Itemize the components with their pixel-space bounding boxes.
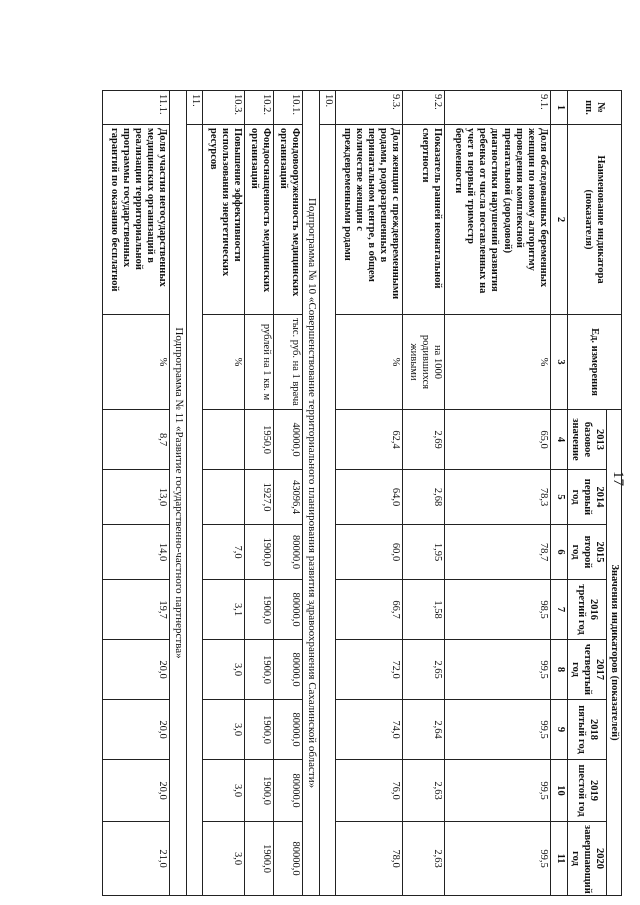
value-cell: 99,5 <box>444 822 550 896</box>
value-cell: 99,5 <box>444 640 550 700</box>
subprogram-number: 11. <box>187 91 203 125</box>
value-cell: 3,0 <box>203 760 245 822</box>
indicator-name: Фондооснащенность медицинских организаций <box>245 125 274 315</box>
table-row <box>245 91 274 896</box>
value-cell: 98,5 <box>444 580 550 640</box>
header-year: 2015 второй год <box>567 525 606 580</box>
value-cell: 60,0 <box>335 525 402 580</box>
subprogram-number: 10. <box>319 91 335 125</box>
value-cell <box>203 410 245 470</box>
value-cell: 72,0 <box>335 640 402 700</box>
value-cell: 65,0 <box>444 410 550 470</box>
page-number: 17 <box>610 471 626 486</box>
subprogram-title: Подпрограмма № 10 «Совершенствование территориального планирования развития здравоохранения Сахалинской области» <box>302 91 319 896</box>
value-cell: 2,69 <box>403 410 445 470</box>
row-number: 9.2. <box>403 91 445 125</box>
indicator-name: Фондовооруженность медицинских организаций <box>273 125 302 315</box>
value-cell: 1900,0 <box>245 580 274 640</box>
column-number: 4 <box>550 410 567 470</box>
unit-cell: % <box>203 315 245 410</box>
value-cell: 43096,4 <box>273 470 302 525</box>
value-cell: 62,4 <box>335 410 402 470</box>
value-cell: 76,0 <box>335 760 402 822</box>
value-cell: 1,95 <box>403 525 445 580</box>
header-name: Наименование индикатора (показателя) <box>567 125 621 315</box>
value-cell: 1900,0 <box>245 760 274 822</box>
header-year: 2014 первый год <box>567 470 606 525</box>
column-number: 2 <box>550 125 567 315</box>
table-body <box>103 91 551 896</box>
table-row <box>444 91 550 896</box>
value-cell: 2,64 <box>403 700 445 760</box>
value-cell: 3,1 <box>203 580 245 640</box>
column-number: 5 <box>550 470 567 525</box>
subprogram-number-pad <box>187 125 203 896</box>
value-cell: 40000,0 <box>273 410 302 470</box>
value-cell: 80000,0 <box>273 822 302 896</box>
value-cell: 66,7 <box>335 580 402 640</box>
column-number: 10 <box>550 760 567 822</box>
table-row <box>273 91 302 896</box>
row-number: 9.1. <box>444 91 550 125</box>
row-number: 10.1. <box>273 91 302 125</box>
value-cell: 2,68 <box>403 470 445 525</box>
value-cell: 20,0 <box>103 700 170 760</box>
header-year: 2016 третий год <box>567 580 606 640</box>
subprogram-number-row <box>319 91 335 896</box>
value-cell: 80000,0 <box>273 640 302 700</box>
column-number: 11 <box>550 822 567 896</box>
value-cell: 78,7 <box>444 525 550 580</box>
value-cell: 3,0 <box>203 822 245 896</box>
value-cell <box>203 470 245 525</box>
column-number: 9 <box>550 700 567 760</box>
column-number: 3 <box>550 315 567 410</box>
row-number: 9.3. <box>335 91 402 125</box>
indicators-table <box>102 90 622 896</box>
indicator-name: Доля женщин с преждевременными родами, родоразрешенных в перинатальном центре, в общем количестве женщин с преждевременными родами <box>335 125 402 315</box>
value-cell: 14,0 <box>103 525 170 580</box>
subprogram-number-pad <box>319 125 335 896</box>
column-number: 7 <box>550 580 567 640</box>
value-cell: 74,0 <box>335 700 402 760</box>
unit-cell: % <box>335 315 402 410</box>
unit-cell: % <box>103 315 170 410</box>
value-cell: 1900,0 <box>245 700 274 760</box>
value-cell: 64,0 <box>335 470 402 525</box>
value-cell: 1927,0 <box>245 470 274 525</box>
header-year: 2013 базовое значение <box>567 410 606 470</box>
subprogram-title-row <box>170 91 187 896</box>
header-row-1 <box>606 91 621 896</box>
subprogram-number-row <box>187 91 203 896</box>
value-cell: 1,58 <box>403 580 445 640</box>
table-row <box>335 91 402 896</box>
subprogram-title: Подпрограмма № 11 «Развитие государственно-частного партнерства» <box>170 91 187 896</box>
unit-cell: тыс. руб. на 1 врача <box>273 315 302 410</box>
header-values-group: Значения индикаторов (показателей) <box>606 410 621 896</box>
header-year: 2017 четвертый год <box>567 640 606 700</box>
value-cell: 21,0 <box>103 822 170 896</box>
value-cell: 2,65 <box>403 640 445 700</box>
value-cell: 1900,0 <box>245 525 274 580</box>
column-number: 1 <box>550 91 567 125</box>
value-cell: 80000,0 <box>273 760 302 822</box>
indicator-name: Доля обследованных беременных женщин по новому алгоритму проведения комплексной пренатальной (дородовой) диагностики нарушений развития ребенка от числа поставленных на учет в первый триместр беременности <box>444 125 550 315</box>
table-row <box>103 91 170 896</box>
table-row <box>203 91 245 896</box>
value-cell: 8,7 <box>103 410 170 470</box>
column-number: 8 <box>550 640 567 700</box>
value-cell: 78,3 <box>444 470 550 525</box>
value-cell: 1900,0 <box>245 640 274 700</box>
value-cell: 20,0 <box>103 640 170 700</box>
value-cell: 3,0 <box>203 640 245 700</box>
row-number: 10.2. <box>245 91 274 125</box>
value-cell: 13,0 <box>103 470 170 525</box>
unit-cell: % <box>444 315 550 410</box>
value-cell: 3,0 <box>203 700 245 760</box>
header-year: 2018 пятый год <box>567 700 606 760</box>
value-cell: 99,5 <box>444 760 550 822</box>
row-number: 10.3. <box>203 91 245 125</box>
indicator-name: Доля участия негосударственных медицинских организаций в реализации территориальной программы государственных гарантий по оказанию бесплатной <box>103 125 170 315</box>
value-cell: 19,7 <box>103 580 170 640</box>
value-cell: 78,0 <box>335 822 402 896</box>
row-number: 11.1. <box>103 91 170 125</box>
indicator-name: Показатель ранней неонатальной смертности <box>403 125 445 315</box>
value-cell: 1900,0 <box>245 822 274 896</box>
rotated-table-wrapper <box>102 90 622 895</box>
column-number: 6 <box>550 525 567 580</box>
unit-cell: рублей на 1 кв. м <box>245 315 274 410</box>
value-cell: 2,63 <box>403 822 445 896</box>
value-cell: 80000,0 <box>273 580 302 640</box>
indicator-name: Повышение эффективности использования энергетических ресурсов <box>203 125 245 315</box>
value-cell: 80000,0 <box>273 525 302 580</box>
unit-cell: на 1000 родившихся живыми <box>403 315 445 410</box>
header-year: 2020 завершающий год <box>567 822 606 896</box>
column-number-row <box>550 91 567 896</box>
header-no: № пп. <box>567 91 621 125</box>
value-cell: 1950,0 <box>245 410 274 470</box>
header-year: 2019 шестой год <box>567 760 606 822</box>
value-cell: 7,0 <box>203 525 245 580</box>
value-cell: 80000,0 <box>273 700 302 760</box>
value-cell: 99,5 <box>444 700 550 760</box>
value-cell: 20,0 <box>103 760 170 822</box>
table-row <box>403 91 445 896</box>
value-cell: 2,63 <box>403 760 445 822</box>
header-unit: Ед. измерения <box>567 315 621 410</box>
subprogram-title-row <box>302 91 319 896</box>
